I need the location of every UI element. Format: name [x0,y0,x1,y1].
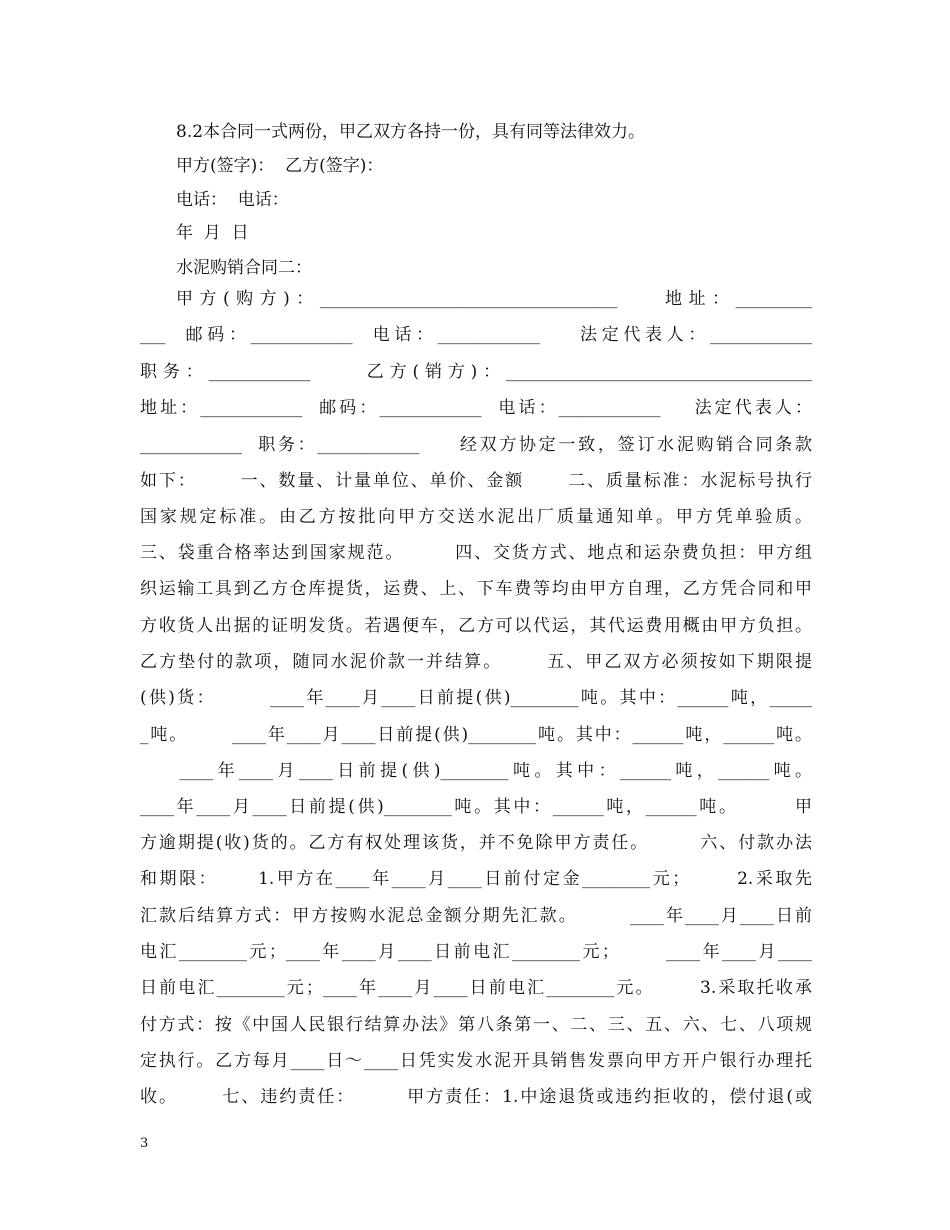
text-line: (供)货： ____年____月____日前提(供)________吨。其中：______吨，_____ [140,688,812,708]
text-line: 如下： 一、数量、计量单位、单价、金额 二、质量标准：水泥标号执行 [140,471,812,491]
text-line: 付方式：按《中国人民银行结算办法》第八条第一、二、三、五、六、七、八项规 [140,1015,812,1035]
text-line: 电汇________元；____年____月____日前电汇________元； ____年____月____ [140,942,812,962]
text-line: 乙方垫付的款项，随同水泥价款一并结算。 五、甲乙双方必须按如下期限提 [140,652,812,672]
text-line: 水泥购销合同二： [176,258,312,278]
text-line: ____年____月____日前提(供)________吨。其中：______吨，______吨。 [140,761,812,781]
text-line: 职务：____________ 乙方(销方)：____________________________________ [140,362,812,382]
text-line: 织运输工具到乙方仓库提货，运费、上、下车费等均由甲方自理，乙方凭合同和甲 [140,579,812,599]
text-line: 汇款后结算方式：甲方按购水泥总金额分期先汇款。 ____年____月____日前 [140,906,812,926]
text-line: 方收货人出据的证明发货。若遇便车，乙方可以代运，其代运费用概由甲方负担。 [140,616,812,636]
text-line: 甲方(购方)：___________________________________ 地址：_________ [176,289,812,309]
text-line: 收。 七、违约责任： 甲方责任：1.中途退货或违约拒收的，偿付退(或 [140,1087,812,1107]
text-line: ___ 邮码：____________ 电话：____________ 法定代表人：____________ [140,325,812,345]
text-line: 日前电汇________元；____年____月____日前电汇________元。 3.采取托收承 [140,978,812,998]
text-line: 三、袋重合格率达到国家规范。 四、交货方式、地点和运杂费负担：甲方组 [140,543,812,563]
text-line: 定执行。乙方每月____日～____日凭实发水泥开具销售发票向甲方开户银行办理托 [140,1051,812,1071]
page-number: 3 [140,1136,149,1151]
text-line: 国家规定标准。由乙方按批向甲方交送水泥出厂质量通知单。甲方凭单验质。 [140,507,812,527]
text-line: 电话： 电话： [176,190,289,210]
text-line: 地址：____________ 邮码：____________ 电话：____________ 法定代表人： [140,398,812,418]
text-line: ____年____月____日前提(供)________吨。其中：______吨，______吨。 甲 [140,797,812,817]
text-line: _吨。 ____年____月____日前提(供)________吨。其中：______吨，______吨。 [140,725,812,745]
text-line: 年 月 日 [176,223,249,243]
text-line: 8.2本合同一式两份，甲乙双方各持一份，具有同等法律效力。 [176,122,646,142]
text-line: 和期限： 1.甲方在____年____月____日前付定金________元； 2.采取先 [140,869,812,889]
text-line: ____________ 职务：____________ 经双方协定一致，签订水泥购销合同条款 [140,435,812,455]
text-line: 甲方(签字)： 乙方(签字)： [176,156,384,176]
text-line: 方逾期提(收)货的。乙方有权处理该货，并不免除甲方责任。 六、付款办法 [140,833,812,853]
